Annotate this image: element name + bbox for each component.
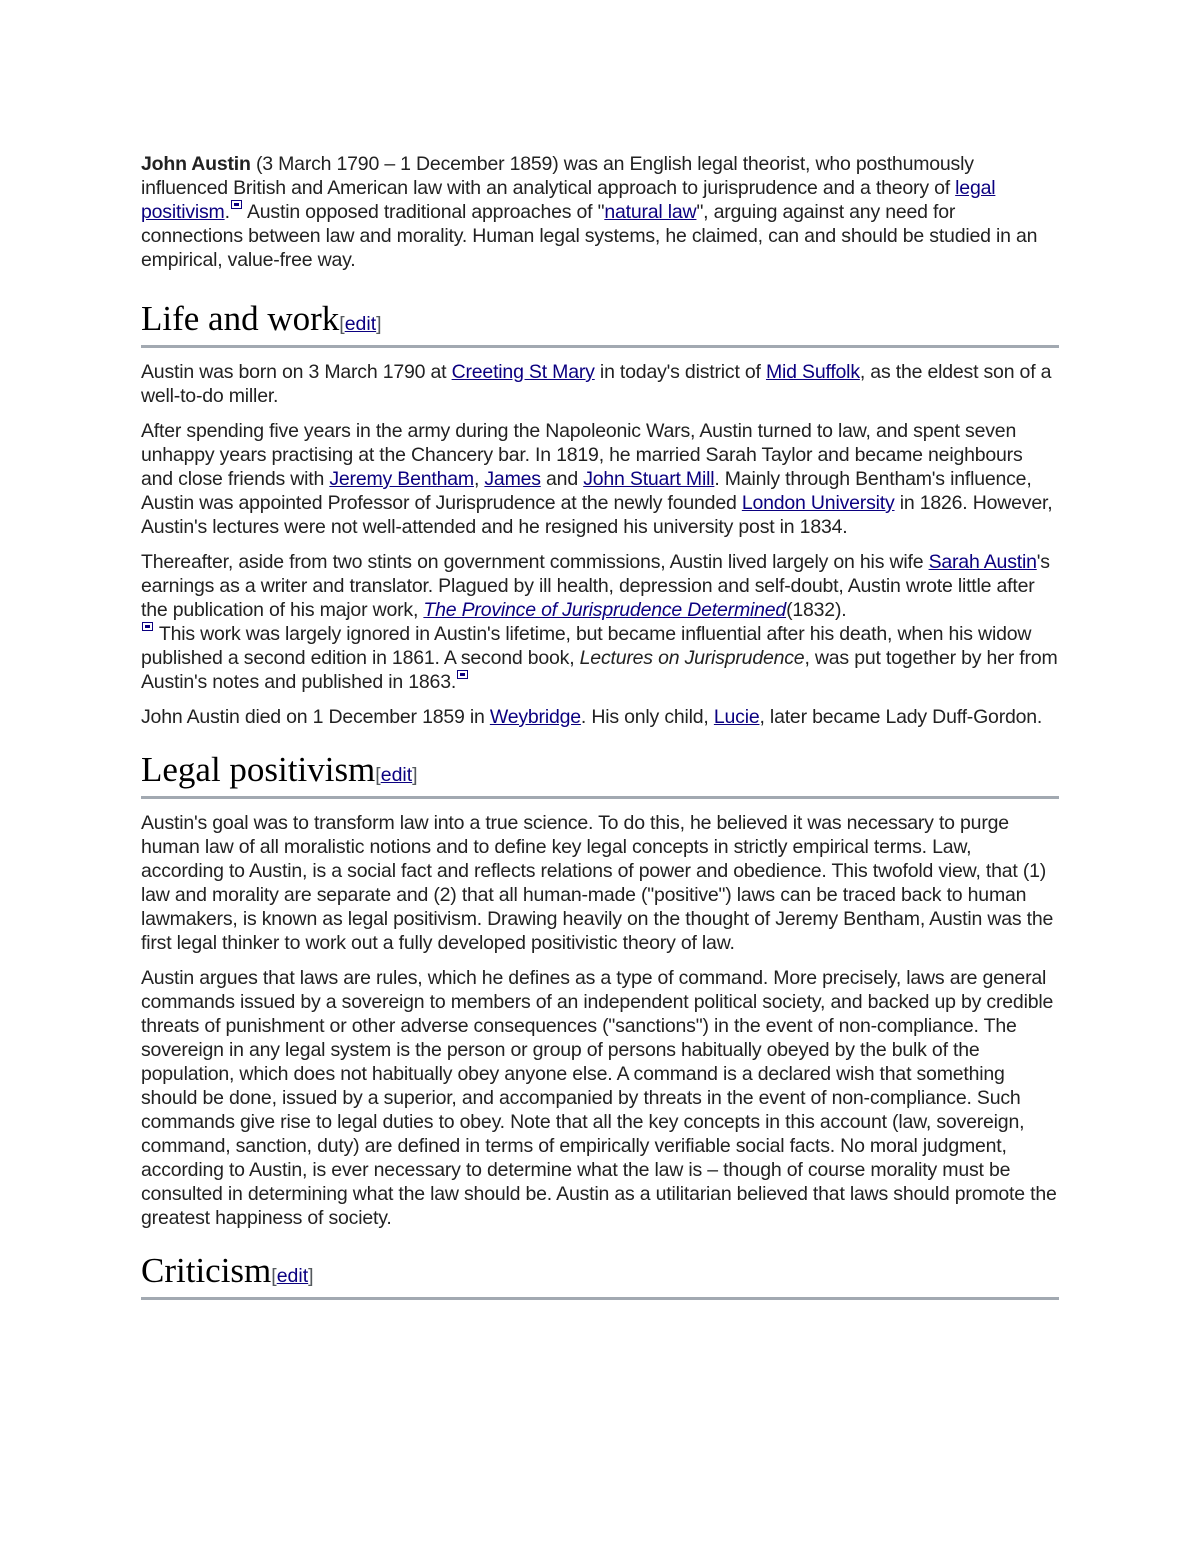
section-heading-legal-positivism: Legal positivism[edit] — [141, 750, 1059, 799]
life-paragraph-3: Thereafter, aside from two stints on government commissions, Austin lived largely on his wife Sarah Austin's earnings as a writer and translator. Plagued by ill health, depression and self-doubt, Austin wrote little after the publication of his major work, The Province of Jurisprudence Determined(1832). This work was largely ignored in Austin's lifetime, but became influential after his death, when his widow published a second edition in 1861. A second book, Lectures on Jurisprudence, was put together by her from Austin's notes and published in 1863. — [141, 551, 1058, 693]
section-heading-criticism: Criticism[edit] — [141, 1251, 1059, 1300]
life-paragraph-1: Austin was born on 3 March 1790 at Creeting St Mary in today's district of Mid Suffolk, as the eldest son of a well-to-do miller. — [141, 361, 1052, 407]
link-province-of-jurisprudence[interactable]: The Province of Jurisprudence Determined — [423, 599, 787, 621]
book-title-lectures: Lectures on Jurisprudence — [579, 647, 805, 669]
link-mid-suffolk[interactable]: Mid Suffolk — [765, 361, 860, 383]
link-sarah-austin[interactable]: Sarah Austin — [928, 551, 1037, 573]
link-legal-positivism[interactable]: legal positivism — [141, 177, 996, 223]
link-james-mill[interactable]: James — [484, 468, 541, 490]
link-john-stuart-mill[interactable]: John Stuart Mill — [583, 468, 715, 490]
legal-paragraph-1: Austin's goal was to transform law into a true science. To do this, he believed it was necessary to purge human law of all moralistic notions and to define key legal concepts in strictly empirical terms. Law, according to Austin, is a social fact and reflects relations of power and obedience. This twofold view, that (1) law and morality are separate and (2) that all human-made ("positive") laws can be traced back to human lawmakers, is known as legal positivism. Drawing heavily on the thought of Jeremy Bentham, Austin was the first legal thinker to work out a fully developed positivistic theory of law. — [141, 812, 1054, 954]
link-natural-law[interactable]: natural law — [604, 201, 697, 223]
reference-icon[interactable] — [231, 200, 242, 209]
edit-link-criticism[interactable]: edit — [276, 1265, 309, 1287]
article-subject: John Austin — [141, 153, 251, 175]
edit-link-legal-positivism[interactable]: edit — [380, 764, 413, 786]
edit-section-link: [edit] — [271, 1265, 314, 1287]
edit-link-life-and-work[interactable]: edit — [344, 313, 377, 335]
article-body — [141, 152, 1059, 1300]
legal-paragraph-2: Austin argues that laws are rules, which he defines as a type of command. More precisely, laws are general commands issued by a sovereign to members of an independent political society, and backed up by credible threats of punishment or other adverse consequences ("sanctions") in the event of non-compliance. The sovereign in any legal system is the person or group of persons habitually obeyed by the bulk of the population, which does not habitually obey anyone else. A command is a declared wish that something should be done, issued by a superior, and accompanied by threats in the event of non-compliance. Such commands give rise to legal duties to obey. Note that all the key concepts in this account (law, sovereign, command, sanction, duty) are defined in terms of empirically verifiable social facts. No moral judgment, according to Austin, is ever necessary to determine what the law is – though of course morality must be consulted in determining what the law should be. Austin as a utilitarian believed that laws should promote the greatest happiness of society. — [141, 967, 1057, 1229]
reference-icon[interactable] — [457, 670, 468, 679]
link-creeting-st-mary[interactable]: Creeting St Mary — [451, 361, 595, 383]
link-weybridge[interactable]: Weybridge — [489, 706, 581, 728]
edit-section-link: [edit] — [339, 313, 382, 335]
link-lucie[interactable]: Lucie — [713, 706, 760, 728]
reference-icon[interactable] — [142, 622, 153, 631]
life-paragraph-2: After spending five years in the army during the Napoleonic Wars, Austin turned to law, and spent seven unhappy years practising at the Chancery bar. In 1819, he married Sarah Taylor and became neighbours and close friends with Jeremy Bentham, James and John Stuart Mill. Mainly through Bentham's influence, Austin was appointed Professor of Jurisprudence at the newly founded London University in 1826. However, Austin's lectures were not well-attended and he resigned his university post in 1834. — [141, 420, 1053, 538]
section-heading-life-and-work: Life and work[edit] — [141, 299, 1059, 348]
link-jeremy-bentham[interactable]: Jeremy Bentham — [329, 468, 474, 490]
life-paragraph-4: John Austin died on 1 December 1859 in Weybridge. His only child, Lucie, later became Lady Duff-Gordon. — [141, 706, 1043, 728]
link-london-university[interactable]: London University — [741, 492, 895, 514]
intro-paragraph: John Austin (3 March 1790 – 1 December 1859) was an English legal theorist, who posthumously influenced British and American law with an analytical approach to jurisprudence and a theory of legal positivism. Austin opposed traditional approaches of "natural law", arguing against any need for connections between law and morality. Human legal systems, he claimed, can and should be studied in an empirical, value-free way. — [141, 153, 1038, 271]
edit-section-link: [edit] — [375, 764, 418, 786]
